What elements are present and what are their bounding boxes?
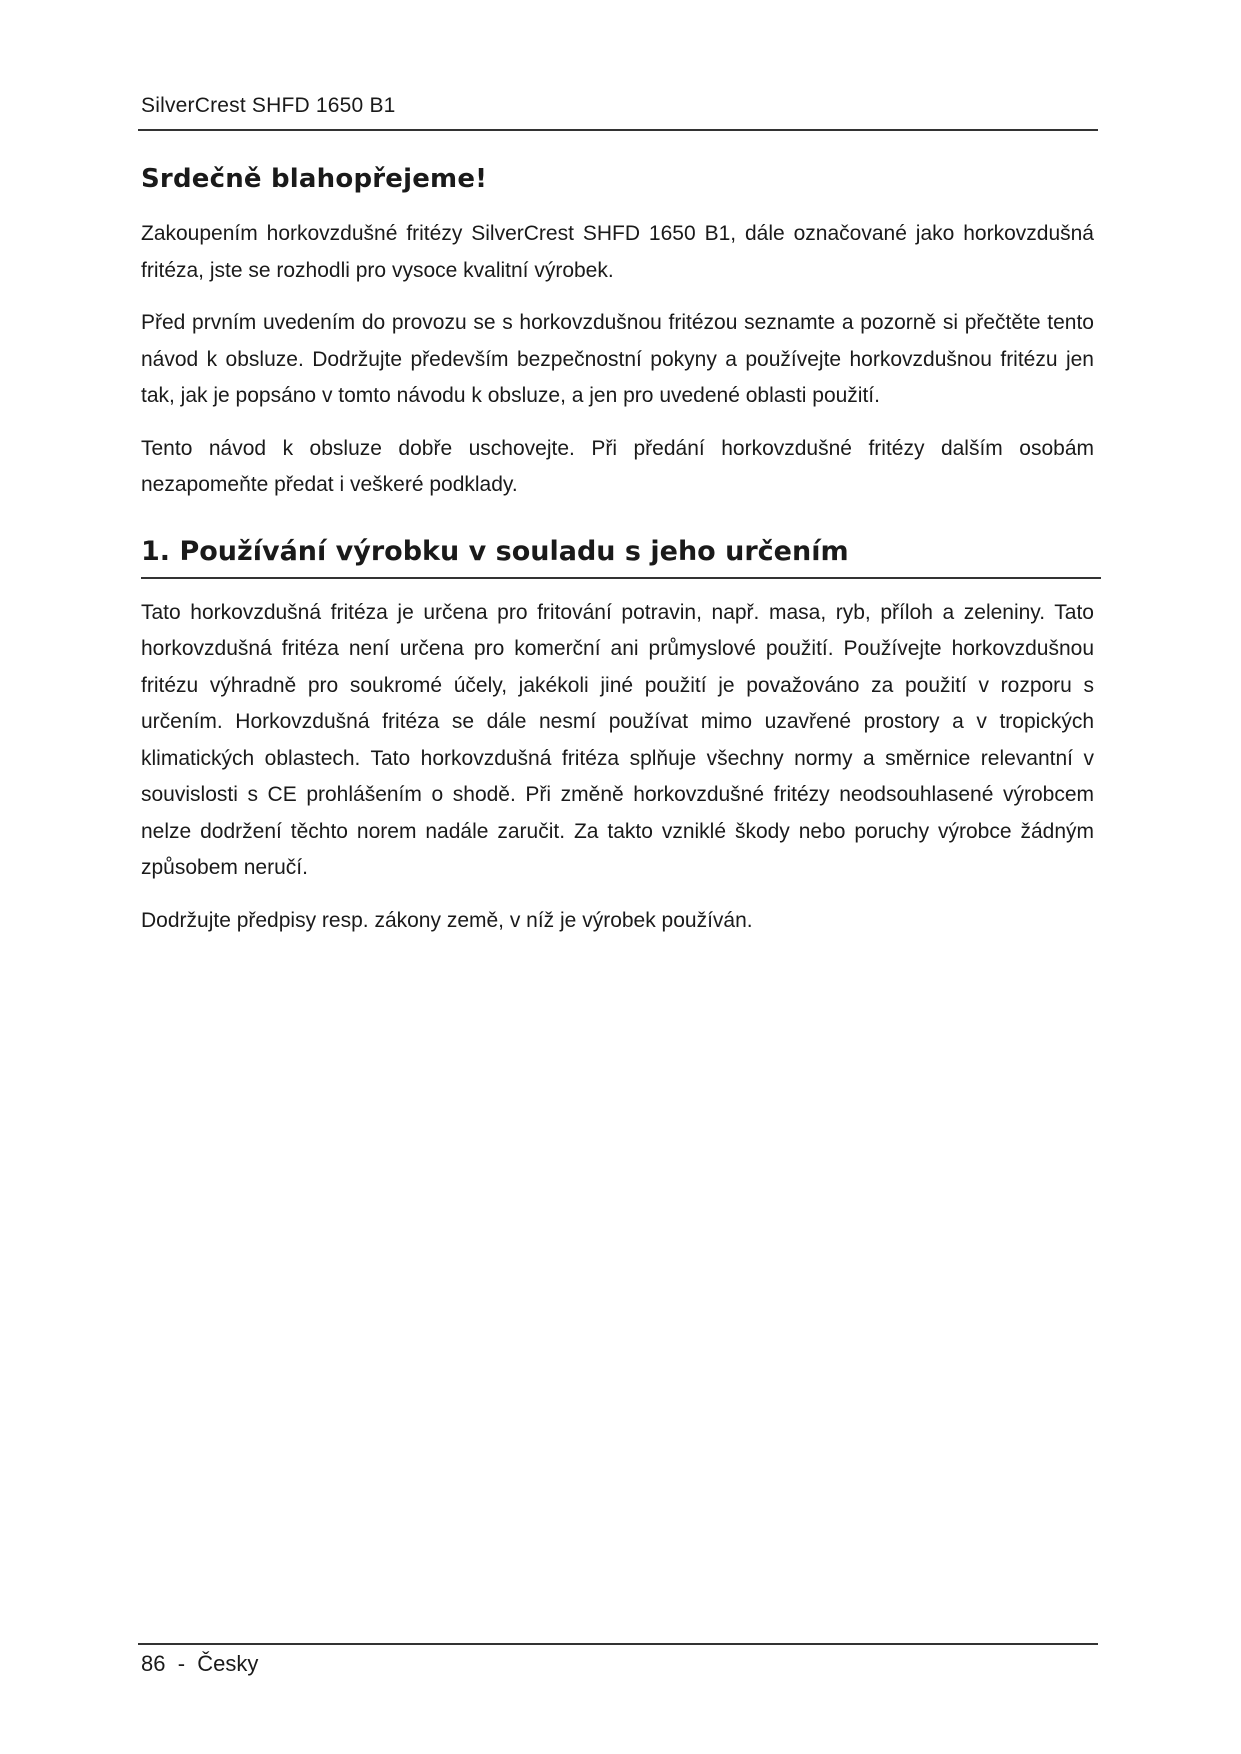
intro-paragraph-2: Před prvním uvedením do provozu se s horkovzdušnou fritézou seznamte a pozorně si přečtěte tento návod k obsluze. Dodržujte především bezpečnostní pokyny a používejte horkovzdušnou fritézu jen tak, jak je popsáno v tomto návodu k obsluze, a jen pro uvedené oblasti použití. bbox=[141, 311, 1094, 407]
section-1-body bbox=[141, 595, 1094, 940]
section-1-heading: 1. Používání výrobku v souladu s jeho určením bbox=[141, 536, 1101, 579]
section-1-paragraph-1: Tato horkovzdušná fritéza je určena pro fritování potravin, např. masa, ryb, příloh a zeleniny. Tato horkovzdušná fritéza není určena pro komerční ani průmyslové použití. Používejte horkovzdušnou fritézu výhradně pro soukromé účely, jakékoli jiné použití je považováno za použití v rozporu s určením. Horkovzdušná fritéza se dále nesmí používat mimo uzavřené prostory a v tropických klimatických oblastech. Tato horkovzdušná fritéza splňuje všechny normy a směrnice relevantní v souvislosti s CE prohlášením o shodě. Při změně horkovzdušné fritézy neodsouhlasené výrobcem nelze dodržení těchto norem nadále zaručit. Za takto vzniklé škody nebo poruchy výrobce žádným způsobem neručí. bbox=[141, 600, 1094, 879]
header-divider bbox=[138, 129, 1098, 131]
page-content bbox=[141, 158, 1094, 955]
page-footer: 86 - Česky bbox=[141, 1651, 259, 1676]
greeting-heading: Srdečně blahopřejeme! bbox=[141, 164, 488, 194]
section-1-paragraph-2: Dodržujte předpisy resp. zákony země, v níž je výrobek používán. bbox=[141, 908, 753, 932]
intro-paragraph-1: Zakoupením horkovzdušné fritézy SilverCrest SHFD 1650 B1, dále označované jako horkovzdušná fritéza, jste se rozhodli pro vysoce kvalitní výrobek. bbox=[141, 222, 1094, 282]
footer-divider bbox=[138, 1643, 1098, 1645]
intro-paragraph-3: Tento návod k obsluze dobře uschovejte. Při předání horkovzdušné fritézy dalším osobám nezapomeňte předat i veškeré podklady. bbox=[141, 436, 1094, 496]
running-header: SilverCrest SHFD 1650 B1 bbox=[141, 94, 396, 117]
